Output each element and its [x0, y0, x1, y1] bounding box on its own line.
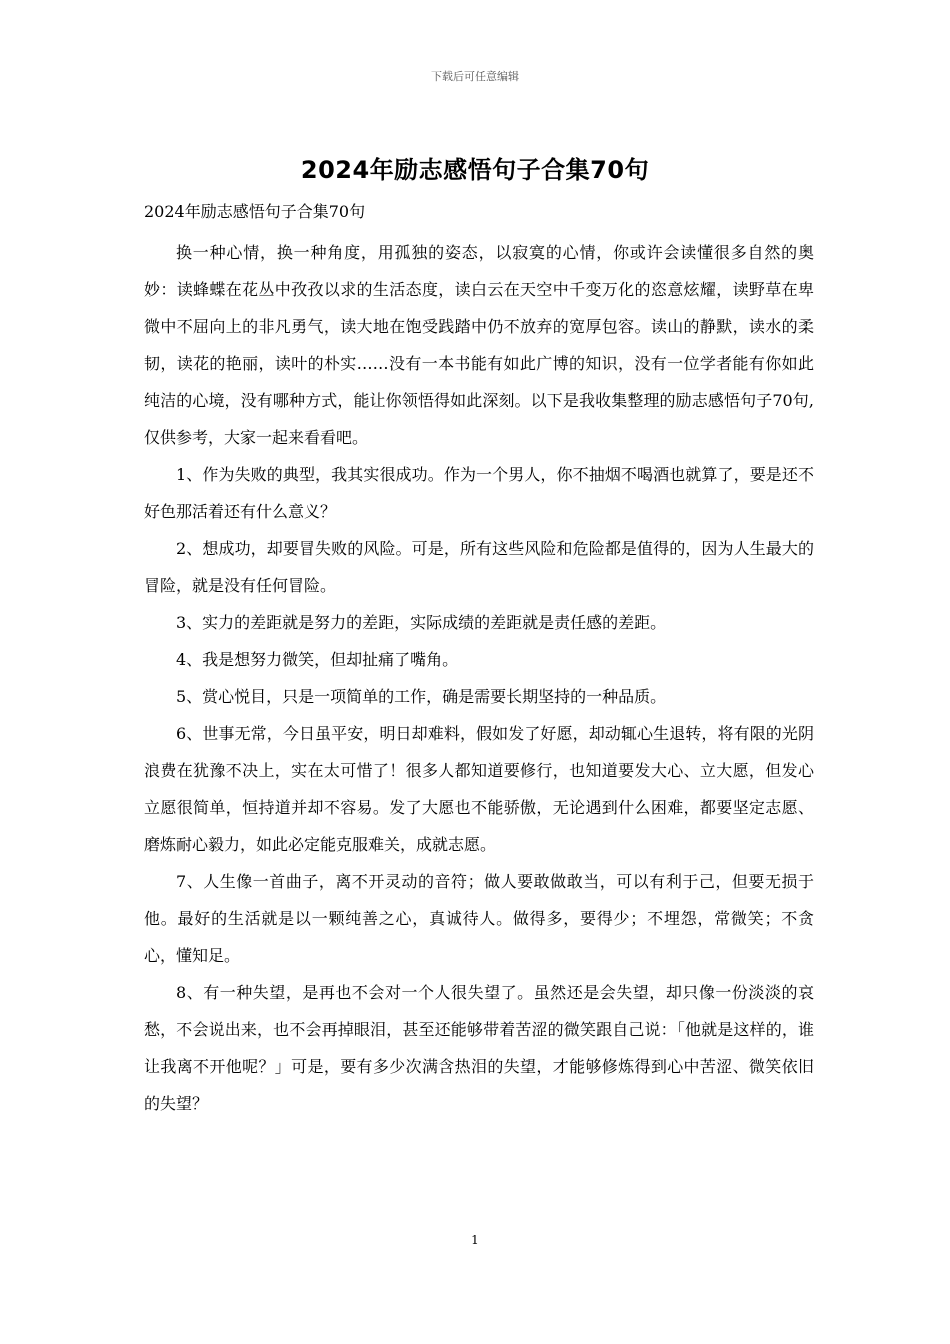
intro-paragraph: 换一种心情，换一种角度，用孤独的姿态，以寂寞的心情，你或许会读懂很多自然的奥妙：读蜂蝶在花丛中孜孜以求的生活态度，读白云在天空中千变万化的恣意炫耀，读野草在卑微中不屈向上的非凡勇气，读大地在饱受践踏中仍不放弃的宽厚包容。读山的静默，读水的柔韧，读花的艳丽，读叶的朴实……没有一本书能有如此广博的知识，没有一位学者能有你如此纯洁的心境，没有哪种方式，能让你领悟得如此深刻。以下是我收集整理的励志感悟句子70句,仅供参考，大家一起来看看吧。: [144, 243, 814, 447]
page-number: 1: [471, 1233, 479, 1247]
document-title: 2024年励志感悟句子合集70句: [300, 156, 650, 184]
quote-paragraph-1: 1、作为失败的典型，我其实很成功。作为一个男人，你不抽烟不喝酒也就算了，要是还不好色那活着还有什么意义？: [144, 465, 814, 521]
quote-paragraph-8: 8、有一种失望，是再也不会对一个人很失望了。虽然还是会失望，却只像一份淡淡的哀愁，不会说出来，也不会再掉眼泪，甚至还能够带着苦涩的微笑跟自己说：「他就是这样的，谁让我离不开他呢？」可是，要有多少次满含热泪的失望，才能够修炼得到心中苦涩、微笑依旧的失望？: [144, 983, 814, 1113]
quote-paragraph-2: 2、想成功，却要冒失败的风险。可是，所有这些风险和危险都是值得的，因为人生最大的冒险，就是没有任何冒险。: [144, 539, 814, 595]
document-subtitle: 2024年励志感悟句子合集70句: [144, 202, 366, 221]
document-body: [144, 234, 814, 1122]
quote-paragraph-5: 5、赏心悦目，只是一项简单的工作，确是需要长期坚持的一种品质。: [176, 687, 667, 706]
quote-paragraph-4: 4、我是想努力微笑，但却扯痛了嘴角。: [176, 650, 459, 669]
quote-paragraph-3: 3、实力的差距就是努力的差距，实际成绩的差距就是责任感的差距。: [176, 613, 667, 632]
header-note: 下载后可任意编辑: [431, 70, 519, 83]
quote-paragraph-6: 6、世事无常，今日虽平安，明日却难料，假如发了好愿，却动辄心生退转，将有限的光阴浪费在犹豫不决上，实在太可惜了！很多人都知道要修行，也知道要发大心、立大愿，但发心立愿很简单，恒持道并却不容易。发了大愿也不能骄傲，无论遇到什么困难，都要坚定志愿、磨炼耐心毅力，如此必定能克服难关，成就志愿。: [144, 724, 814, 854]
quote-paragraph-7: 7、人生像一首曲子，离不开灵动的音符；做人要敢做敢当，可以有利于己，但要无损于他。最好的生活就是以一颗纯善之心，真诚待人。做得多，要得少；不埋怨，常微笑；不贪心，懂知足。: [144, 872, 814, 965]
